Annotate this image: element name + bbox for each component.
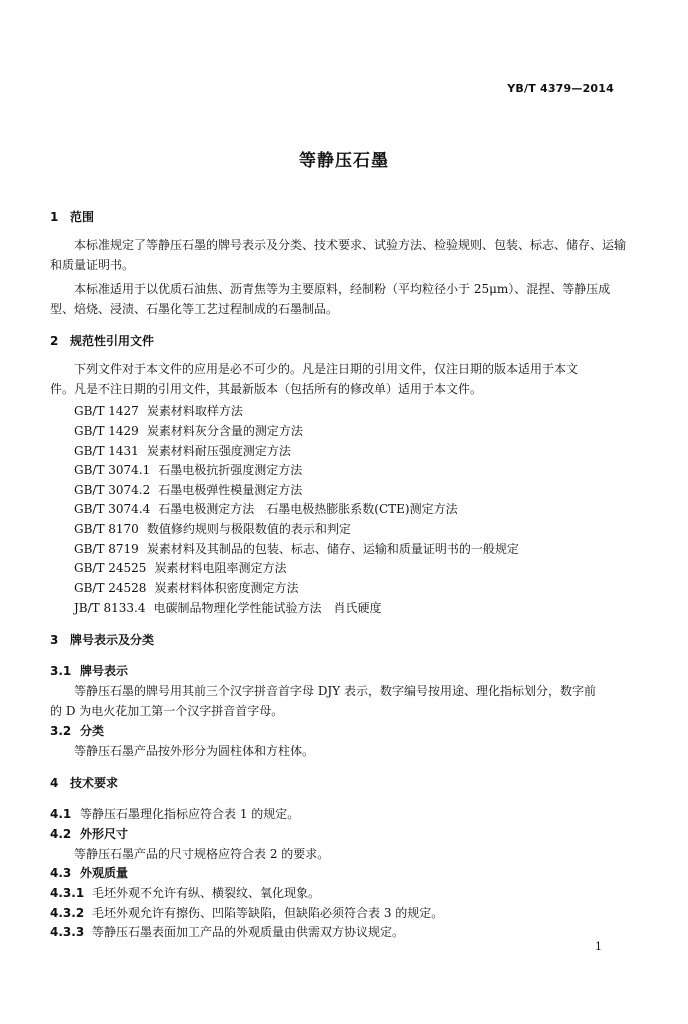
paragraph-line: 等静压石墨产品按外形分为圆柱体和方柱体。	[74, 744, 315, 758]
section-3-heading	[50, 631, 154, 648]
section-title: 规范性引用文件	[70, 334, 155, 348]
reference-title: 炭素材料及其制品的包装、标志、储存、运输和质量证明书的一般规定	[146, 542, 519, 556]
reference-code: GB/T 3074.4	[74, 502, 151, 516]
clause-4-3-heading	[50, 864, 128, 881]
section-4-heading	[50, 774, 118, 791]
reference-item	[74, 422, 303, 439]
page-number: 1	[595, 940, 602, 953]
reference-code: GB/T 3074.2	[74, 483, 151, 497]
paragraph-line: 等静压石墨的牌号用其前三个汉字拼音首字母 DJY 表示，数字编号按用途、理化指标划分，数字前	[74, 684, 596, 698]
standard-code: YB/T 4379—2014	[507, 82, 614, 95]
paragraph-line: 件。凡是不注日期的引用文件，其最新版本（包括所有的修改单）适用于本文件。	[50, 382, 483, 396]
reference-code: JB/T 8133.4	[74, 601, 146, 615]
reference-item	[74, 402, 243, 419]
reference-item	[74, 481, 302, 498]
paragraph-line: 的 D 为电火花加工第一个汉字拼音首字母。	[50, 704, 284, 718]
section-1-heading	[50, 208, 94, 225]
reference-title: 石墨电极测定方法 石墨电极热膨胀系数(CTE)测定方法	[158, 502, 458, 516]
reference-code: GB/T 24525	[74, 561, 147, 575]
clause-title: 外形尺寸	[80, 827, 129, 841]
clause-number: 3.2	[50, 724, 72, 738]
clause-4-3-1	[50, 884, 320, 901]
clause-title: 分类	[80, 724, 105, 738]
reference-item	[74, 500, 458, 517]
section-title: 范围	[70, 210, 95, 224]
reference-item	[74, 461, 302, 478]
reference-item	[74, 579, 298, 596]
clause-3-1-heading	[50, 662, 128, 679]
reference-code: GB/T 8719	[74, 542, 139, 556]
paragraph-line: 和质量证明书。	[50, 258, 135, 272]
clause-text: 等静压石墨表面加工产品的外观质量由供需双方协议规定。	[92, 925, 405, 939]
reference-code: GB/T 1427	[74, 404, 139, 418]
reference-item	[74, 520, 351, 537]
clause-number: 4.3.1	[50, 886, 85, 900]
reference-code: GB/T 8170	[74, 522, 139, 536]
paragraph-line: 下列文件对于本文件的应用是必不可少的。凡是注日期的引用文件，仅注日期的版本适用于本文	[74, 362, 579, 376]
reference-title: 炭素材料取样方法	[146, 404, 243, 418]
paragraph-line: 本标准适用于以优质石油焦、沥青焦等为主要原料，经制粉（平均粒径小于 25μm）、混捏、等静压成	[74, 282, 611, 296]
reference-item	[74, 442, 291, 459]
section-number: 2	[50, 334, 59, 348]
clause-title: 牌号表示	[80, 664, 129, 678]
clause-number: 4.3	[50, 866, 72, 880]
section-number: 4	[50, 776, 59, 790]
reference-title: 数值修约规则与极限数值的表示和判定	[146, 522, 351, 536]
clause-4-2-heading	[50, 825, 128, 842]
section-2-heading	[50, 332, 154, 349]
reference-title: 石墨电极弹性模量测定方法	[158, 483, 303, 497]
clause-number: 4.3.3	[50, 925, 85, 939]
section-title: 牌号表示及分类	[70, 633, 155, 647]
reference-code: GB/T 3074.1	[74, 463, 151, 477]
clause-number: 4.2	[50, 827, 72, 841]
section-number: 1	[50, 210, 59, 224]
section-title: 技术要求	[70, 776, 119, 790]
paragraph-line: 等静压石墨产品的尺寸规格应符合表 2 的要求。	[74, 847, 330, 861]
clause-text: 毛坯外观不允许有纵、横裂纹、氧化现象。	[92, 886, 321, 900]
reference-title: 炭素材料灰分含量的测定方法	[146, 424, 303, 438]
reference-item	[74, 540, 519, 557]
reference-title: 炭素材料体积密度测定方法	[154, 581, 299, 595]
clause-4-3-2	[50, 904, 443, 921]
clause-text: 毛坯外观允许有擦伤、凹陷等缺陷，但缺陷必须符合表 3 的规定。	[92, 906, 444, 920]
clause-text: 等静压石墨理化指标应符合表 1 的规定。	[80, 807, 300, 821]
clause-number: 4.3.2	[50, 906, 85, 920]
reference-title: 石墨电极抗折强度测定方法	[158, 463, 303, 477]
clause-4-3-3	[50, 923, 404, 940]
reference-code: GB/T 1431	[74, 444, 139, 458]
reference-title: 电碳制品物理化学性能试验方法 肖氏硬度	[153, 601, 382, 615]
clause-number: 4.1	[50, 807, 72, 821]
reference-title: 炭素材料耐压强度测定方法	[146, 444, 291, 458]
document-title: 等静压石墨	[299, 151, 389, 171]
clause-number: 3.1	[50, 664, 72, 678]
clause-4-1	[50, 805, 299, 822]
paragraph-line: 型、焙烧、浸渍、石墨化等工艺过程制成的石墨制品。	[50, 302, 339, 316]
reference-title: 炭素材料电阻率测定方法	[154, 561, 287, 575]
section-number: 3	[50, 633, 59, 647]
reference-code: GB/T 24528	[74, 581, 147, 595]
paragraph-line: 本标准规定了等静压石墨的牌号表示及分类、技术要求、试验方法、检验规则、包装、标志、储存、运输	[74, 238, 627, 252]
reference-item	[74, 559, 286, 576]
clause-title: 外观质量	[80, 866, 129, 880]
reference-code: GB/T 1429	[74, 424, 139, 438]
reference-item	[74, 599, 382, 616]
clause-3-2-heading	[50, 722, 104, 739]
